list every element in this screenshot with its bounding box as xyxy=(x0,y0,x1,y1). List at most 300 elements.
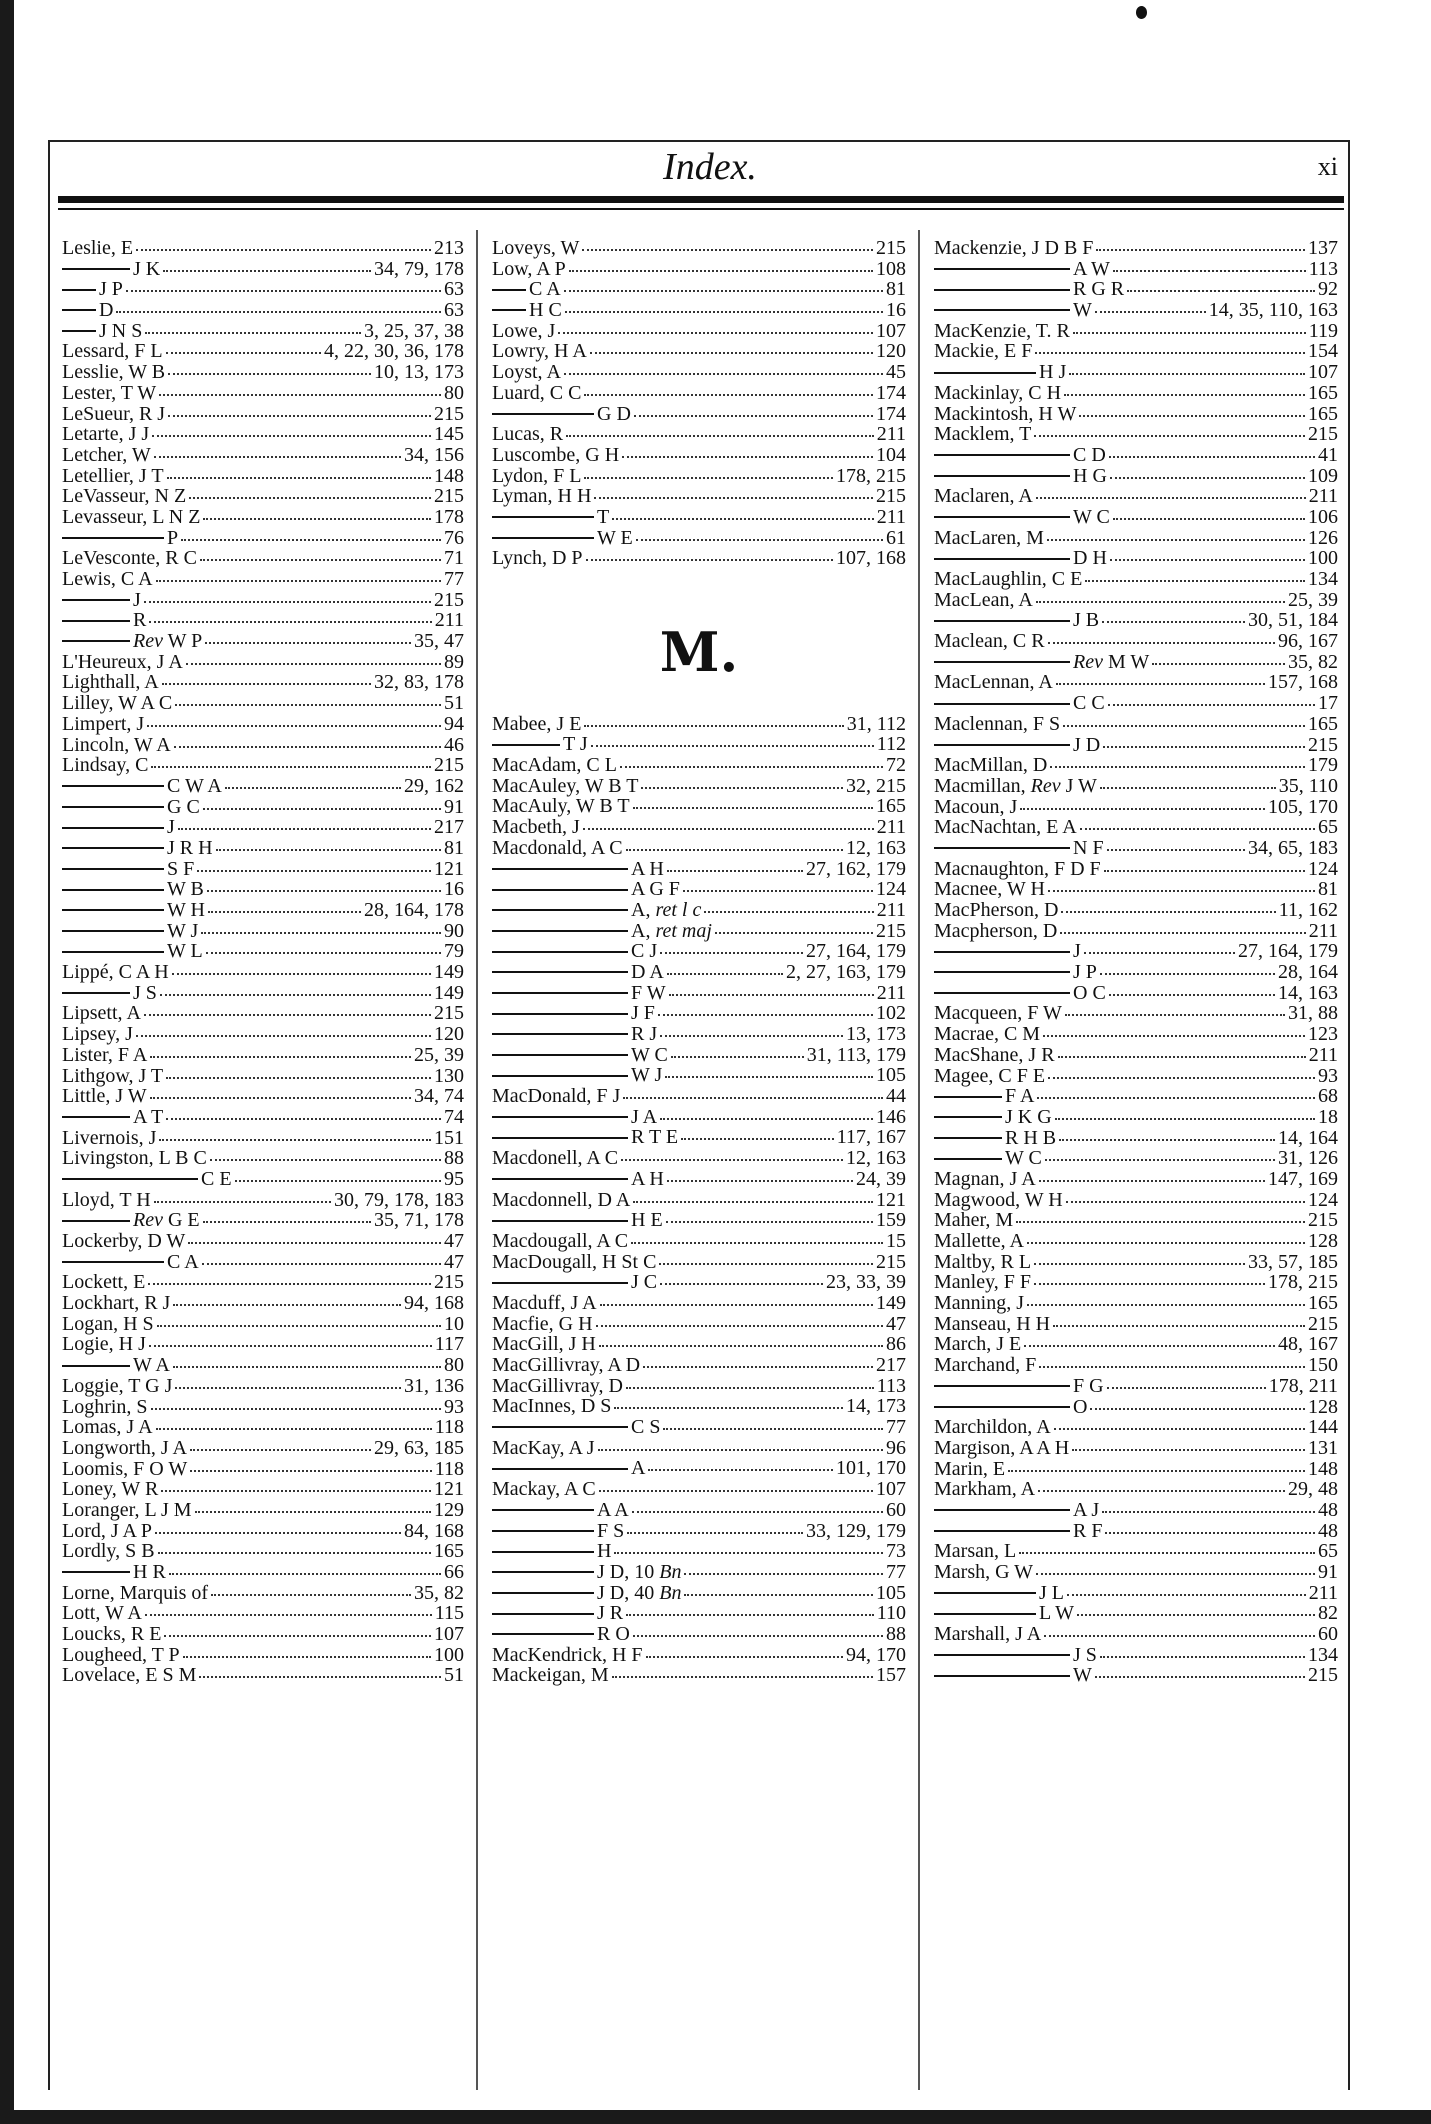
page-references: 215 xyxy=(1308,1664,1338,1687)
index-entry xyxy=(62,321,464,342)
entry-name xyxy=(62,1500,192,1521)
page-references: 146 xyxy=(876,1105,906,1128)
index-entry xyxy=(934,1148,1338,1169)
index-entry xyxy=(62,817,464,838)
dot-leader xyxy=(1038,1486,1285,1492)
page-references: 215 xyxy=(876,919,906,942)
dot-leader xyxy=(1095,307,1206,313)
dot-leader xyxy=(166,348,321,354)
dot-leader xyxy=(614,1403,843,1409)
index-entry xyxy=(492,238,906,259)
ditto-rule xyxy=(492,868,628,870)
entry-name-text: A G F xyxy=(631,878,680,901)
index-entry xyxy=(934,404,1338,425)
entry-name xyxy=(492,445,619,466)
dot-leader xyxy=(149,617,431,623)
page-references: 51 xyxy=(444,1664,464,1687)
dot-leader xyxy=(1036,493,1306,499)
dot-leader xyxy=(205,638,411,644)
page-references: 88 xyxy=(444,1147,464,1170)
dot-leader xyxy=(172,969,431,975)
entry-name xyxy=(492,1045,668,1066)
dot-leader xyxy=(626,1383,874,1389)
entry-name-text: Lydon, F L xyxy=(492,464,582,487)
page-references: 108 xyxy=(876,257,906,280)
index-entry xyxy=(62,672,464,693)
index-entry xyxy=(62,1417,464,1438)
index-entry xyxy=(62,693,464,714)
entry-name-text: J xyxy=(133,588,141,611)
index-entry xyxy=(62,590,464,611)
dot-leader xyxy=(208,907,361,913)
page-references: 157 xyxy=(876,1664,906,1687)
ditto-rule xyxy=(934,372,1036,374)
index-entry xyxy=(492,424,906,445)
dot-leader xyxy=(684,1569,883,1575)
page-references: 129 xyxy=(434,1498,464,1521)
entry-name-text: J xyxy=(167,816,175,839)
entry-name-text: Lomas, J A xyxy=(62,1416,153,1439)
page-references: 134 xyxy=(1308,1643,1338,1666)
entry-name-text: Mackinlay, C H xyxy=(934,381,1062,404)
ditto-rule xyxy=(934,1137,1002,1139)
dot-leader xyxy=(1063,721,1305,727)
dot-leader xyxy=(1060,928,1305,934)
entry-name xyxy=(62,900,205,921)
entry-name-text: C A xyxy=(529,278,561,301)
page-scan-edge-left xyxy=(0,0,14,2124)
index-entry xyxy=(492,1148,906,1169)
entry-name xyxy=(934,383,1061,404)
page-references: 80 xyxy=(444,381,464,404)
page-references: 63 xyxy=(444,299,464,322)
ditto-rule xyxy=(934,1158,1002,1160)
ditto-rule xyxy=(492,1220,628,1222)
entry-name xyxy=(492,1293,597,1314)
index-entry xyxy=(934,1417,1338,1438)
entry-name xyxy=(62,1045,147,1066)
page-references: 77 xyxy=(886,1560,906,1583)
entry-name-text: Mackenzie, J D B F xyxy=(934,237,1094,259)
entry-name xyxy=(934,983,1106,1004)
entry-name xyxy=(62,1562,166,1583)
index-column-3 xyxy=(934,238,1338,1686)
dot-leader xyxy=(159,1135,431,1141)
ditto-rule xyxy=(492,909,628,911)
entry-name-text: Loggie, T G J xyxy=(62,1374,173,1397)
dot-leader xyxy=(1064,390,1305,396)
dot-leader xyxy=(660,1114,873,1120)
dot-leader xyxy=(206,948,441,954)
entry-name-text: D xyxy=(99,299,114,322)
dot-leader xyxy=(1113,514,1305,520)
index-entry xyxy=(492,921,906,942)
index-entry xyxy=(62,1583,464,1604)
dot-leader xyxy=(166,1114,441,1120)
page-references: 32, 83, 178 xyxy=(374,671,464,694)
index-entry xyxy=(62,1500,464,1521)
entry-name xyxy=(62,259,160,280)
dot-leader xyxy=(1020,804,1265,810)
index-entry xyxy=(934,817,1338,838)
entry-name-text: Macdonnell, D A xyxy=(492,1188,631,1211)
page-frame-left xyxy=(48,140,50,2090)
page-references: 96, 167 xyxy=(1278,630,1338,653)
index-entry xyxy=(62,507,464,528)
dot-leader xyxy=(1090,1404,1305,1410)
index-entry xyxy=(934,1624,1338,1645)
page-references: 27, 164, 179 xyxy=(806,940,906,963)
page-references: 165 xyxy=(1308,1292,1338,1315)
page-references: 211 xyxy=(876,816,906,839)
page-references: 213 xyxy=(434,237,464,259)
page-references: 94, 168 xyxy=(404,1292,464,1315)
entry-name-text: MacAuly, W B T xyxy=(492,795,630,818)
ditto-rule xyxy=(934,516,1070,518)
page-references: 124 xyxy=(1308,1188,1338,1211)
page-references: 126 xyxy=(1308,526,1338,549)
dot-leader xyxy=(190,1466,432,1472)
dot-leader xyxy=(168,369,371,375)
entry-name-text: J L xyxy=(1039,1581,1064,1604)
entry-name xyxy=(492,817,580,838)
entry-name-text: R H B xyxy=(1005,1126,1057,1149)
page-references: 215 xyxy=(1308,733,1338,756)
entry-name xyxy=(492,362,561,383)
index-entry xyxy=(934,1107,1338,1128)
page-references: 23, 33, 39 xyxy=(826,1271,906,1294)
entry-name-text: Magee, C F E xyxy=(934,1064,1046,1087)
page-references: 31, 113, 179 xyxy=(806,1043,906,1066)
entry-name xyxy=(492,1583,681,1604)
ditto-rule xyxy=(934,1654,1070,1656)
index-entry xyxy=(492,962,906,983)
entry-name-text: Maclean, C R xyxy=(934,630,1045,653)
page-references: 15 xyxy=(886,1229,906,1252)
page-references: 34, 65, 183 xyxy=(1248,836,1338,859)
entry-name-text: Loranger, L J M xyxy=(62,1498,192,1521)
entry-name xyxy=(62,362,165,383)
entry-name-text: MacKenzie, T. R xyxy=(934,319,1070,342)
dot-leader xyxy=(148,1279,431,1285)
entry-name xyxy=(934,797,1017,818)
dot-leader xyxy=(1054,1424,1305,1430)
page-references: 81 xyxy=(444,836,464,859)
dot-leader xyxy=(569,266,873,272)
index-entry xyxy=(934,383,1338,404)
entry-name xyxy=(62,528,178,549)
entry-name-text: J R H xyxy=(167,836,213,859)
entry-name-text: Maclaren, A xyxy=(934,485,1033,508)
ditto-rule xyxy=(934,1592,1036,1594)
dot-leader xyxy=(1055,1114,1315,1120)
dot-leader xyxy=(116,307,441,313)
page-references: 91 xyxy=(444,795,464,818)
index-entry xyxy=(934,1355,1338,1376)
entry-name xyxy=(492,921,712,942)
entry-name xyxy=(62,610,146,631)
entry-name xyxy=(934,1500,1099,1521)
entry-name-text: Markham, A xyxy=(934,1478,1036,1501)
page-references: 174 xyxy=(876,402,906,425)
dot-leader xyxy=(199,1672,441,1678)
entry-name xyxy=(934,1459,1005,1480)
index-entry xyxy=(62,1003,464,1024)
page-references: 31, 112 xyxy=(846,712,906,735)
entry-name xyxy=(62,1024,133,1045)
index-entry xyxy=(492,1107,906,1128)
entry-name-text: Magnan, J A xyxy=(934,1167,1036,1190)
entry-name-text: MacShane, J R xyxy=(934,1043,1055,1066)
index-entry xyxy=(492,528,906,549)
entry-name-text: J P xyxy=(1073,961,1097,984)
entry-name xyxy=(62,1459,187,1480)
index-entry xyxy=(492,838,906,859)
dot-leader xyxy=(186,659,441,665)
ditto-rule xyxy=(492,1592,594,1594)
ditto-rule xyxy=(492,1551,594,1553)
page-references: 93 xyxy=(444,1395,464,1418)
entry-name-text: J P xyxy=(99,278,123,301)
page-references: 14, 164 xyxy=(1278,1126,1338,1149)
dot-leader xyxy=(151,1404,441,1410)
entry-name-text: Loney, W R xyxy=(62,1478,159,1501)
entry-name xyxy=(62,321,142,342)
page-references: 35, 47 xyxy=(414,630,464,653)
entry-name-text: Macfie, G H xyxy=(492,1312,593,1335)
entry-name-text: Logan, H S xyxy=(62,1312,154,1335)
dot-leader xyxy=(190,1445,371,1451)
page-references: 113 xyxy=(1308,257,1338,280)
page-references: 128 xyxy=(1308,1230,1338,1252)
entry-name-text: D H xyxy=(1073,547,1107,570)
page-references: 119 xyxy=(1308,319,1338,342)
page-references: 100 xyxy=(434,1643,464,1666)
page-references: 215 xyxy=(434,485,464,508)
entry-name xyxy=(62,921,198,942)
page-references: 211 xyxy=(1308,485,1338,508)
page-references: 96 xyxy=(886,1436,906,1459)
page-references: 91 xyxy=(1318,1561,1338,1583)
entry-name-text: Livernois, J xyxy=(62,1126,157,1149)
page-references: 151 xyxy=(434,1126,464,1149)
index-entry xyxy=(492,1314,906,1335)
dot-leader xyxy=(641,783,843,789)
entry-name xyxy=(62,879,204,900)
index-entry xyxy=(62,445,464,466)
page-references: 211 xyxy=(434,609,464,632)
page-references: 215 xyxy=(434,1002,464,1025)
entry-name-text: MacGillivray, A D xyxy=(492,1354,641,1376)
entry-name xyxy=(934,714,1060,735)
page-title: Index. xyxy=(663,146,757,188)
entry-name xyxy=(934,1272,1031,1293)
entry-name-text: Lighthall, A xyxy=(62,671,159,694)
entry-name xyxy=(492,1541,611,1562)
page-references: 74 xyxy=(444,1105,464,1128)
page-references: 68 xyxy=(1318,1085,1338,1108)
index-entry xyxy=(62,755,464,776)
page-references: 144 xyxy=(1308,1416,1338,1439)
page-references: 165 xyxy=(1308,712,1338,735)
dot-leader xyxy=(175,1383,401,1389)
page-references: 215 xyxy=(434,754,464,777)
entry-name-text: G D xyxy=(597,402,631,425)
dot-leader xyxy=(202,1259,441,1265)
dot-leader xyxy=(1008,1466,1305,1472)
index-entry xyxy=(934,879,1338,900)
index-entry xyxy=(492,1210,906,1231)
entry-name-text: W xyxy=(1073,1664,1092,1687)
entry-name-text: A, ret l c xyxy=(631,898,702,921)
entry-name xyxy=(934,900,1058,921)
dot-leader xyxy=(159,390,441,396)
entry-name-text: H C xyxy=(529,299,562,322)
entry-name xyxy=(934,838,1104,859)
index-entry xyxy=(62,1148,464,1169)
dot-leader xyxy=(168,411,431,417)
entry-name xyxy=(492,1438,595,1459)
index-entry xyxy=(934,300,1338,321)
index-entry xyxy=(934,631,1338,652)
page-references: 25, 39 xyxy=(414,1043,464,1066)
page-references: 174 xyxy=(876,381,906,404)
page-references: 215 xyxy=(434,1271,464,1294)
index-entry xyxy=(934,962,1338,983)
entry-name xyxy=(62,735,171,756)
dot-leader xyxy=(1069,369,1305,375)
entry-name xyxy=(934,1314,1050,1335)
entry-name xyxy=(492,383,581,404)
header-rule-thick xyxy=(58,196,1344,203)
entry-name xyxy=(62,1665,196,1686)
dot-leader xyxy=(659,1259,873,1265)
entry-name xyxy=(492,1521,624,1542)
page-references: 211 xyxy=(876,898,906,921)
index-entry xyxy=(934,1128,1338,1149)
entry-name-text: Rev M W xyxy=(1073,650,1150,673)
index-entry xyxy=(62,259,464,280)
page-references: 63 xyxy=(444,278,464,301)
ditto-rule xyxy=(492,1075,628,1077)
index-entry xyxy=(492,1624,906,1645)
ditto-rule xyxy=(934,744,1070,746)
dot-leader xyxy=(1100,969,1275,975)
dot-leader xyxy=(151,762,431,768)
entry-name-text: MacKay, A J xyxy=(492,1436,595,1459)
entry-name-text: L'Heureux, J A xyxy=(62,650,183,673)
entry-name xyxy=(62,569,153,590)
dot-leader xyxy=(1027,1238,1305,1244)
index-entry xyxy=(492,1665,906,1686)
dot-leader xyxy=(1050,762,1305,768)
ditto-rule xyxy=(62,992,130,994)
page-references: 33, 129, 179 xyxy=(806,1519,906,1542)
entry-name-text: R J xyxy=(631,1023,658,1045)
entry-name xyxy=(934,1148,1042,1169)
entry-name xyxy=(934,1645,1097,1666)
dot-leader xyxy=(633,803,873,809)
ditto-rule xyxy=(934,1406,1070,1408)
dot-leader xyxy=(681,1134,834,1140)
dot-leader xyxy=(173,1362,441,1368)
index-entry xyxy=(62,1169,464,1190)
entry-name-text: Macqueen, F W xyxy=(934,1002,1062,1025)
entry-name xyxy=(492,879,680,900)
entry-name xyxy=(62,693,172,714)
entry-name xyxy=(62,797,200,818)
page-references: 215 xyxy=(876,1250,906,1273)
page-references: 47 xyxy=(444,1230,464,1252)
dot-leader xyxy=(145,328,361,334)
entry-name xyxy=(62,300,113,321)
entry-name xyxy=(62,941,203,962)
page-references: 105 xyxy=(876,1581,906,1604)
ditto-rule xyxy=(62,847,164,849)
dot-leader xyxy=(596,1321,883,1327)
entry-name-text: J N S xyxy=(99,319,143,342)
index-entry xyxy=(62,1334,464,1355)
entry-name-text: Lowry, H A xyxy=(492,340,587,363)
page-references: 44 xyxy=(886,1085,906,1108)
ditto-rule xyxy=(62,785,164,787)
entry-name xyxy=(934,590,1033,611)
ditto-rule xyxy=(934,309,1070,311)
dot-leader xyxy=(558,328,873,334)
index-entry xyxy=(62,1314,464,1335)
page-references: 178 xyxy=(434,505,464,528)
page-references: 178, 215 xyxy=(836,464,906,487)
index-entry xyxy=(492,796,906,817)
entry-name-text: Logie, H J xyxy=(62,1333,146,1356)
entry-name xyxy=(934,1397,1087,1418)
entry-name-text: W xyxy=(1073,299,1092,322)
ditto-rule xyxy=(62,1365,130,1367)
entry-name xyxy=(492,983,666,1004)
ditto-rule xyxy=(492,413,594,415)
entry-name-text: W C xyxy=(631,1043,668,1066)
page-references: 211 xyxy=(1308,919,1338,942)
ditto-rule xyxy=(62,537,164,539)
dot-leader xyxy=(154,1197,331,1203)
entry-name xyxy=(934,528,1044,549)
entry-name-text: A W xyxy=(1073,257,1110,280)
page-references: 10, 13, 173 xyxy=(374,361,464,384)
entry-name xyxy=(934,238,1093,259)
entry-name xyxy=(934,631,1045,652)
dot-leader xyxy=(564,369,883,375)
index-entry xyxy=(934,259,1338,280)
index-entry xyxy=(934,569,1338,590)
page-references: 211 xyxy=(876,505,906,528)
dot-leader xyxy=(1035,348,1305,354)
entry-name xyxy=(934,1169,1036,1190)
page-references: 110 xyxy=(876,1602,906,1625)
page-references: 112 xyxy=(876,733,906,756)
entry-name-text: Mackeigan, M xyxy=(492,1664,609,1687)
page-references: 105 xyxy=(876,1064,906,1087)
entry-name-text: Mabee, J E xyxy=(492,712,582,735)
entry-name xyxy=(934,1107,1052,1128)
page-references: 88 xyxy=(886,1622,906,1645)
entry-name-text: A A xyxy=(597,1498,629,1521)
ditto-rule xyxy=(62,620,130,622)
ditto-rule xyxy=(492,971,628,973)
entry-name xyxy=(62,1066,163,1087)
index-entry xyxy=(492,1376,906,1397)
ditto-rule xyxy=(934,661,1070,663)
dot-leader xyxy=(149,1341,432,1347)
